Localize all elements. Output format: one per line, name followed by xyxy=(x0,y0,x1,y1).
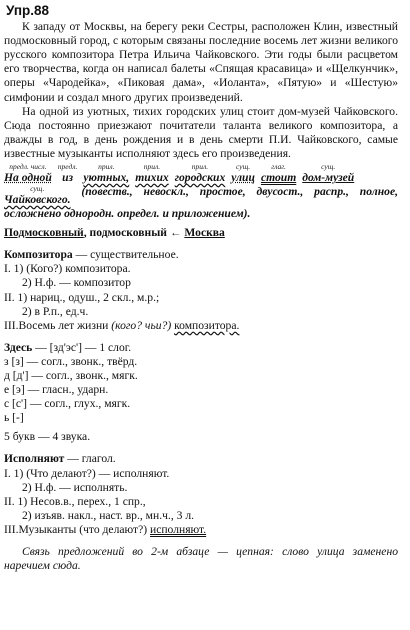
analysis-line: 2) изъяв. накл., наст. вр., мн.ч., 3 л. xyxy=(22,508,195,522)
analysis-line: 2) Н.ф. — композитор xyxy=(22,276,131,290)
analysis-line: I. 1) (Кого?) композитора. xyxy=(4,262,131,276)
parse-word: сущ. Чайковского. xyxy=(4,184,71,207)
phonetic-line: д [д'] — согл., звонк., мягк. xyxy=(4,368,138,382)
word-source: Москва xyxy=(184,226,225,240)
word-formation: Подмосковный, подмосковный ← Москва xyxy=(4,226,225,240)
word-derived: Подмосковный xyxy=(4,226,84,240)
phonetic-line: з [з] — согл., звонк., твёрд. xyxy=(4,354,138,368)
footer-note: Связь предложений во 2-м абзаце — цепная: слово улица заменено наречием сюда. xyxy=(4,545,398,573)
analysis-line xyxy=(4,319,398,333)
analysis-line: II. 1) нариц., одуш., 2 скл., м.р.; xyxy=(4,290,160,304)
analysis-heading-rest: — существительное. xyxy=(72,248,179,262)
phonetic-line: ь [-] xyxy=(4,411,24,425)
analysis-word: исполняют. xyxy=(150,522,207,536)
analysis-heading: Исполняют xyxy=(4,452,65,466)
parsed-sentence xyxy=(4,163,398,185)
phonetic-line: с [с'] — согл., глух., мягк. xyxy=(4,397,131,411)
analysis-line: 2) Н.ф. — исполнять. xyxy=(22,480,128,494)
exercise-title: Упр.88 xyxy=(6,3,50,18)
word-derived-2: подмосковный xyxy=(89,226,167,240)
parse-word: глаг. стоит xyxy=(260,162,297,185)
analysis-heading: Здесь xyxy=(4,340,33,354)
parse-word: сущ. дом-музей xyxy=(302,162,355,185)
parse-word: прил. городских xyxy=(174,162,226,185)
analysis-ispolnyayut xyxy=(4,452,398,466)
analysis-line xyxy=(4,523,398,537)
analysis-heading-rest: — глагол. xyxy=(64,452,116,466)
parse-word: прил. уютных, xyxy=(83,162,130,185)
parse-characteristics xyxy=(4,185,398,221)
analysis-word: композитора. xyxy=(174,318,240,332)
parse-word: сущ. улиц xyxy=(231,162,255,185)
phonetic-total: 5 букв — 4 звука. xyxy=(4,430,91,444)
parse-word: предл. из xyxy=(57,162,78,185)
parse-word: прил. тихих xyxy=(135,162,169,185)
analysis-zdes xyxy=(4,341,398,355)
analysis-question: (кого? чьи?) xyxy=(111,318,172,332)
parse-word: предл. числ. На одной xyxy=(4,162,52,185)
analysis-line: I. 1) (Что делают?) — исполняют. xyxy=(4,466,170,480)
analysis-heading-rest: — [зд'эс'] — 1 слог. xyxy=(32,340,132,354)
analysis-heading: Композитора xyxy=(4,248,73,262)
analysis-line: II. 1) Несов.в., перех., 1 спр., xyxy=(4,494,146,508)
analysis-text: III.Восемь лет жизни xyxy=(4,318,112,332)
phonetic-line: е [э] — гласн., ударн. xyxy=(4,383,109,397)
analysis-line: 2) в Р.п., ед.ч. xyxy=(22,304,89,318)
arrow-left-icon: ← xyxy=(169,226,182,240)
sentence-characteristics: (повеств., невоскл., простое, двусост., распр., полное, осложнено однородн. определ. и приложением). xyxy=(4,185,398,221)
paragraph-1: К западу от Москвы, на берегу реки Сестры, расположен Клин, известный подмосковный город, с которым связаны последние восемь лет жизни великого русского композитора Петра Ильича Чайковского. Эти годы были расцветом его творчества, когда он написал балеты «Спящая красавица» и «Щелкунчик», оперы «Чародейка», «Пиковая дама», «Иоланта», «Пятую» и «Шестую» симфонии и создал много других произведений. xyxy=(4,20,398,104)
paragraph-2: На одной из уютных, тихих городских улиц стоит дом-музей Чайковского. Сюда постоянно приезжают почитатели таланта великого композитора, а дважды в год, в день рождения и в день смерти П.И. Чайковского, самые известные музыканты исполняют здесь его произведения. xyxy=(4,104,398,160)
analysis-kompozitor xyxy=(4,248,398,262)
analysis-text: III.Музыканты (что делают?) xyxy=(4,522,150,536)
